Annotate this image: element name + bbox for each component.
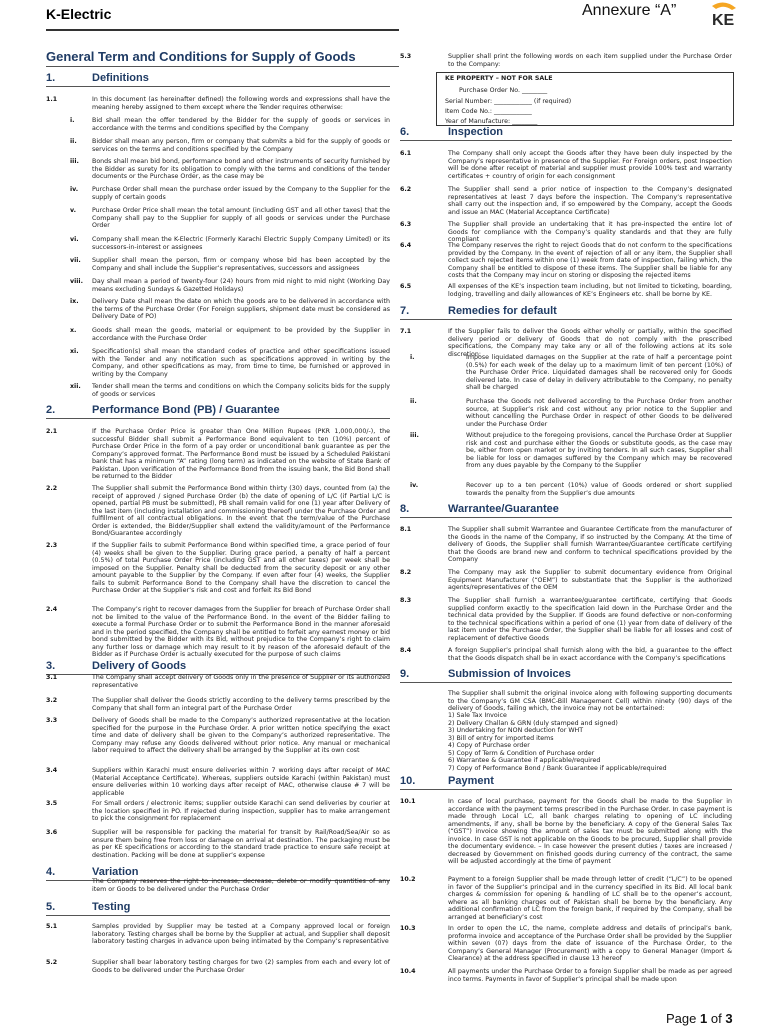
section-heading: Variation [92,866,139,878]
clause-number: 10.1 [400,798,416,805]
serial-number-line: Serial Number: ____________ (if required) [445,98,572,105]
section-rule [46,915,390,916]
section-number: 6. [400,126,410,138]
clause-number: 10.2 [400,876,416,883]
clause-number: 6.4 [400,242,412,249]
clause-number: iv. [410,482,419,489]
clause-number: ii. [70,138,77,145]
clause-text: Payment to a foreign Supplier shall be made through letter of credit (“L/C”) to be opened in favor of the Supplier’s principal and in the currency specified in its Bid. All local bank charges & commission for opening & handling of LC shall be to the opener’s account, where as all banking charges out of Pakistan shall be borne by the beneficiary. Any additional confirmation of LC from the foreign bank, if required by the Company, shall be arranged at beneficiary’s cost [448,876,732,921]
section-number: 9. [400,668,410,680]
clause-number: 10.3 [400,925,416,932]
clause-number: 5.2 [46,959,58,966]
clause-number: iv. [70,186,79,193]
ke-logo [706,0,742,30]
clause-text: A foreign Supplier’s principal shall furnish along with the bid, a guarantee to the effect that the Goods dispatch shall be in exact accordance with the Company’s specifications [448,647,732,662]
clause-text: 1) Sale Tax Invoice 2) Delivery Challan & GRN (duly stamped and signed) 3) Undertaking for NON deduction for WHT 3) Bill of entry for imported items 4) Copy of Purchase order 5) Copy of Term & Condition of Purchase order 6) Warrantee & Guarantee if applicable/required 7) Copy of Performance Bond / Bank Guarantee if applicable/required [448,712,667,772]
clause-text: The Supplier shall deliver the Goods strictly according to the delivery terms prescribed by the Company that shall form an integral part of the Purchase Order [92,697,390,712]
clause-text: Supplier will be responsible for packing the material for transit by Rail/Road/Sea/Air so as ensure them being free from loss or damage on arrival at destination. The packaging must be as per KE specifications or according to the standard trade practice to ensure safe receipt at destination. Packing will be done at supplier’s expense [92,829,390,859]
clause-text: Samples provided by Supplier may be tested at a Company approved local or foreign laboratory. Testing charges shall be borne by the Supplier at actual, and Supplier shall deposit laboratory testing charges in advance upon being intimated by the Company’s representative [92,923,390,945]
clause-number: 1.1 [46,96,58,103]
header-rule [46,29,399,31]
clause-number: 6.3 [400,221,412,228]
property-label-box [436,72,734,126]
clause-text: Company shall mean the K-Electric (Formerly Karachi Electric Supply Company Limited) or its successors-in-interest or assignees [92,236,390,251]
clause-number: 3.4 [46,767,58,774]
section-number: 7. [400,305,410,317]
clause-text: Without prejudice to the foregoing provisions, cancel the Purchase Order at Supplier risk and cost and purchase either the Goods or substitute goods, as the case may be, either from open market or by inviting tenders. In all such cases, Supplier shall be liable for loss or damages suffered by the Company which may be recovered from any dues payable by the Company to the Supplier [466,432,732,469]
clause-number: 3.1 [46,674,58,681]
clause-number: 2.2 [46,485,58,492]
section-number: 8. [400,503,410,515]
section-heading: Payment [448,775,494,787]
clause-text: For Small orders / electronic items; supplier outside Karachi can send deliveries by courier at the location specified in PO. If rejected during inspection, supplier has to make arrangement to pick the consignment for replacement [92,800,390,822]
clause-number: 7.1 [400,328,412,335]
clause-text: The Company may ask the Supplier to submit documentary evidence from Original Equipment Manufacturer (“OEM”) to substantiate that the Supplier is the authorized agents/representatives of the OEM [448,569,732,591]
clause-text: The Supplier shall submit the Performance Bond within thirty (30) days, counted from (a) the receipt of approved / signed Purchase Order (b) the date of opening of L/C (if Partial L/C is opened, partial PB must be submitted), PB shall remain valid for one (1) year after Delivery of the last item (including installation and commissioning thereof) under the Purchase Order and fulfillment of all contractual obligations. In the event that the term/value of the Purchase Order is extended, the Bidder/Supplier shall extend the validity/amount of the Performance Bond/Guarantee accordingly [92,485,390,537]
clause-text: The Supplier shall furnish a warrantee/guarantee certificate, certifying that Goods supplied conform exactly to the specification laid down in the Purchase Order and the technical data provided by the Supplier. If Goods are found defective or non-conforming to the technical specifications within a period of one (1) year from date of delivery of the last item under the Purchase Order, the Supplier shall be liable for all losses and cost of replacement of defective Goods [448,597,732,642]
section-number: 2. [46,404,56,416]
clause-number: 3.6 [46,829,58,836]
section-rule [400,682,732,683]
clause-text: The Company shall only accept the Goods after they have been duly inspected by the Company’s representative in presence of the Supplier. For Foreign orders, post Inspection will be done after receipt of material and supplier must provide 100% test and warranty certificates + country of origin for each consignment [448,150,732,180]
page-number: Page 1 of 3 [666,1011,733,1026]
clause-number: x. [70,327,77,334]
clause-text: Purchase Order Price shall mean the total amount (including GST and all other taxes) that the Company shall pay to the Supplier for supply of all goods or services under the Purchase Order [92,207,390,229]
clause-text: If the Supplier fails to deliver the Goods either wholly or partially, within the specified delivery period or delivery of Goods that do not comply with the prescribed specifications, the Company may take any or all of the following actions at its sole discretion: [448,328,732,358]
clause-text: The Supplier shall provide an undertaking that it has pre-inspected the entire lot of Goods for compliance with the Company’s quality standards and that they are fully compliant [448,221,732,243]
company-name: K-Electric [46,6,112,22]
annexure-label: Annexure “A” [582,2,677,19]
clause-number: 5.1 [46,923,58,930]
clause-number: 8.4 [400,647,412,654]
clause-text: The Supplier shall submit the original invoice along with following supporting documents to the Company’s GM CSA (BMC-Bill Management Cell) within ninety (90) days of the delivery of Goods, failing which, the invoice may not be entertained: [448,690,732,712]
clause-number: xi. [70,348,79,355]
clause-text: Supplier shall mean the person, firm or company whose bid has been accepted by the Company and shall include the Supplier’s representatives, successors and assignees [92,257,390,272]
svg-text:KE: KE [712,12,735,29]
clause-number: 3.3 [46,717,58,724]
section-heading: Remedies for default [448,305,557,317]
section-rule [400,789,732,790]
clause-text: Purchase Order shall mean the purchase order issued by the Company to the Supplier for the supply of certain goods [92,186,390,201]
clause-text: If the Supplier fails to submit Performance Bond within specified time, a grace period of four (4) weeks shall be given to the Supplier. During grace period, a penalty of half a percent (0.5%) of total Purchase Order Price (including GST and all other taxes) per week shall be imposed on the Supplier. Penalty shall be deducted from the security deposit or any other amount payable to the Supplier by the Company. If even after four (4) weeks, the Supplier fails to submit Performance Bond to the Company shall have the discretion to cancel the Purchase Order at the Supplier’s risk and cost and forfeit its Bid Bond [92,542,390,594]
clause-number: vi. [70,236,79,243]
clause-text: Delivery Date shall mean the date on which the goods are to be delivered in accordance with the terms of the Purchase Order (For Foreign suppliers, shipment date must be considered as Delivery Date of PO) [92,298,390,320]
title-rule [46,66,399,67]
clause-number: 2.4 [46,606,58,613]
clause-text: The Supplier shall send a prior notice of inspection to the Company’s designated representatives at least 7 days before the inspection. The Company’s representative shall carry out the inspection and, if so empowered by the Company, accept the Goods and issue an MAC (Material Acceptance Certificate) [448,186,732,216]
item-code-line: Item Code No.: ____________ [445,108,532,115]
clause-text: The Company’s right to recover damages from the Supplier for breach of Purchase Order shall not be limited to the value of the Performance Bond. In the event of the Bidder failing to execute a formal Purchase Order or to submit the Performance Bond in the manner aforesaid and in the period specified, the Company shall be entitled to forfeit any earnest money or bid bond submitted by the Bidder with its Bid, without prejudice to the Company’s right to claim any further loss or damage which may result to it by reason of the aforesaid default of the Bidder as if Purchase Order is actually executed for the purpose of such claims [92,606,390,658]
clause-number: v. [70,207,76,214]
clause-text: Purchase the Goods not delivered according to the Purchase Order from another source, at Supplier’s risk and cost without any prior notice to the Supplier and without cancelling the Purchase Order in respect of other Goods to be delivered under the Purchase Order [466,398,732,428]
section-rule [400,517,732,518]
clause-text: The Supplier shall submit Warrantee and Guarantee Certificate from the manufacturer of the Goods in the name of the Company, if so instructed by the Company. At the time of delivery of Goods, the Supplier shall furnish Warrantee/Guarantee certificate certifying that the Goods are brand new and conform to technical specifications provided by the Company [448,526,732,563]
clause-text: Impose liquidated damages on the Supplier at the rate of half a percentage point (0.5%) for each week of the delay up to a maximum limit of ten percent (10%) of the Purchase Order Price. Liquidated damages shall be recovered only for Goods delivered late. In case of delay in delivery attributable to the Company, no penalty shall be charged [466,354,732,391]
year-line: Year of Manufacture: ________ [445,118,538,125]
section-heading: Definitions [92,72,149,84]
clause-number: viii. [70,278,83,285]
section-heading: Inspection [448,126,504,138]
section-number: 4. [46,866,56,878]
clause-text: Goods shall mean the goods, material or equipment to be provided by the Supplier in accordance with the Purchase Order [92,327,390,342]
clause-text: If the Purchase Order Price is greater than One Million Rupees (PKR 1,000,000/-), the successful Bidder shall submit a Performance Bond equivalent to ten (10%) percent of Purchase Order Price in the form of a pay order or unconditional bank guarantee as per the Company’s approved format. The Performance Bond must be issued by a Scheduled Pakistani bank that has a minimum “A” rating (long term) as indicated on the website of State Bank of Pakistan. Upon verification of the Performance Bond from the issuing bank, the Bid Bond shall be returned to the Bidder [92,428,390,480]
clause-number: ii. [410,398,417,405]
clause-number: 10.4 [400,968,416,975]
clause-number: 8.1 [400,526,412,533]
clause-text: Bid shall mean the offer tendered by the Bidder for the supply of goods or services in accordance with the terms and conditions specified by the Company [92,117,390,132]
clause-number: xii. [70,383,81,390]
clause-text: In order to open the LC, the name, complete address and details of principal’s bank, proforma invoice and acceptance of the Purchase Order shall be provided by the Supplier within seven (07) days from the date of issuance of the Purchase Order, to the Company’s General Manager (Procurement) with a copy to General Manager (Import & Clearance) at the address specified in clause 13 hereof [448,925,732,962]
section-heading: Testing [92,901,131,913]
clause-text: The Company shall accept delivery of Goods only in the presence of Supplier or its authorized representative [92,674,390,689]
section-heading: Submission of Invoices [448,668,571,680]
section-rule [46,418,390,419]
clause-text: In this document (as hereinafter defined) the following words and expressions shall have the meaning hereby assigned to them except where the Tender requires otherwise: [92,96,390,111]
clause-number: vii. [70,257,81,264]
section-heading: Warrantee/Guarantee [448,503,559,515]
clause-text: The Company reserves the right to reject Goods that do not conform to the specifications provided by the Company. In the event of rejection of all or any item, the Supplier shall collect such rejected items within one (1) week from date of inspection, failing which, the Company shall be entitled to dispose of these items. The Supplier shall be liable for any costs that the Company may incur on storing or disposing the rejected items [448,242,732,279]
clause-number: 2.1 [46,428,58,435]
section-number: 3. [46,660,56,672]
property-heading: KE PROPERTY – NOT FOR SALE [445,75,553,82]
clause-number: 6.1 [400,150,412,157]
clause-number: 2.3 [46,542,58,549]
clause-text: Tender shall mean the terms and conditions on which the Company solicits bids for the supply of goods or services [92,383,390,398]
clause-number: 8.3 [400,597,412,604]
clause-number: i. [70,117,75,124]
clause-number: iii. [410,432,419,439]
clause-number: ix. [70,298,79,305]
clause-text: Suppliers within Karachi must ensure deliveries within 7 working days after receipt of MAC (Material Acceptance Certificate). Whereas, suppliers outside Karachi (within Pakistan) must ensure deliveries within 10 working days after receipt of MAC, otherwise clause # 7 will be applicable [92,767,390,797]
clause-text: Day shall mean a period of twenty-four (24) hours from mid night to mid night (Working Day means excluding Sundays & Gazetted Holidays) [92,278,390,293]
clause-number: 8.2 [400,569,412,576]
clause-number: iii. [70,158,79,165]
section-rule [400,319,732,320]
clause-text: In case of local purchase, payment for the Goods shall be made to the Supplier in accordance with the payment terms prescribed in the Purchase Order. In case payment is made through Local LC, all bank charges relating to opening of LC including amendments, if any, shall be borne by the beneficiary. A copy of the General Sales Tax (“GST”) invoice showing the amount of sales tax must be submitted along with the invoice. In case GST is not applicable on the Goods to be procured, Supplier shall provide the documentary evidence. – In case however the present duties / taxes are increased / decreased by Government on finished goods during currency of the contract, the same will be adjusted accordingly at the time of payment [448,798,732,865]
clause-text: Recover up to a ten percent (10%) value of Goods ordered or short supplied towards the penalty from the Supplier’s due amounts [466,482,732,497]
clause-text: Bonds shall mean bid bond, performance bond and other instruments of security furnished by the Bidder as surety for its obligation to comply with the terms and conditions of the tender documents or the Purchase Order, as the case may be [92,158,390,180]
clause-text: All expenses of the KE’s inspection team including, but not limited to ticketing, boarding, lodging, travelling and daily allowances of KE’s Engineers etc. shall be borne by KE. [448,283,732,298]
clause-text: Bidder shall mean any person, firm or company that submits a bid for the supply of goods or services on the terms and conditions specified by the Company [92,138,390,153]
po-number-line: Purchase Order No. ________ [459,87,548,94]
section-rule [400,140,732,141]
clause-text: Specification(s) shall mean the standard codes of practice and other specifications issued with the Tender and any notification such as specifications approved in writing by the Company, and other specifications as may, from time to time, be furnished or approved in writing by the Company [92,348,390,378]
section-heading: Delivery of Goods [92,660,187,672]
clause-number: 3.5 [46,800,58,807]
clause-number: 6.5 [400,283,412,290]
clause-number: i. [410,354,415,361]
section-rule [46,86,390,87]
document-title: General Term and Conditions for Supply of Goods [46,49,356,64]
clause-text: The Company reserves the right to increase, decrease, delete or modify quantities of any item or Goods to be delivered under the Purchase Order [92,878,390,893]
clause-text: Supplier shall bear laboratory testing charges for two (2) samples from each and every lot of Goods to be delivered under the Purchase Order [92,959,390,974]
clause-text: Delivery of Goods shall be made to the Company’s authorized representative at the location specified for the purpose in the Purchase Order. A prior written notice specifying the exact time and date of delivery shall be given to the Company’s authorized representative. The Company may refuse any Goods delivered without prior notice. Any manual or mechanical labor required to affect the delivery shall be arranged by the Supplier at its own cost [92,717,390,754]
clause-text: All payments under the Purchase Order to a foreign Supplier shall be made as per agreed inco terms. Payments in favor of Supplier’s principal shall be made upon [448,968,732,983]
section-number: 5. [46,901,56,913]
clause-number: 3.2 [46,697,58,704]
clause-number: 5.3 [400,53,412,60]
clause-number: 6.2 [400,186,412,193]
section-number: 10. [400,775,416,787]
section-heading: Performance Bond (PB) / Guarantee [92,404,280,416]
section-number: 1. [46,72,56,84]
clause-text: Supplier shall print the following words on each item supplied under the Purchase Order to the Company: [448,53,732,68]
